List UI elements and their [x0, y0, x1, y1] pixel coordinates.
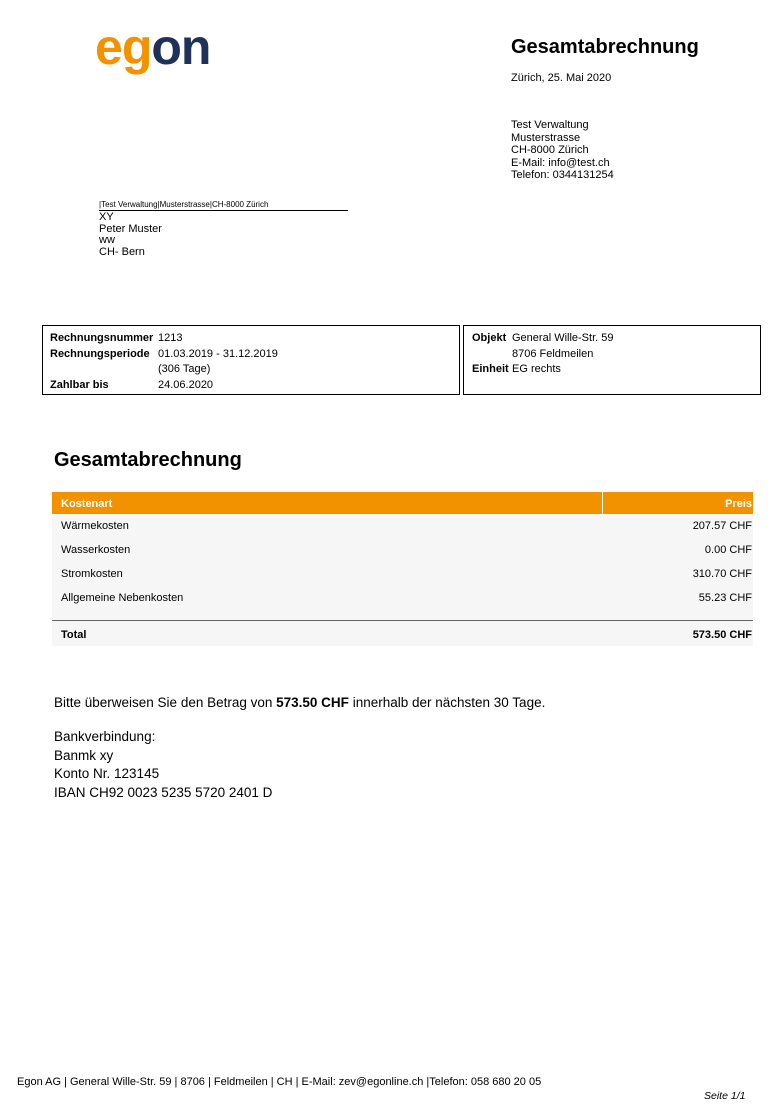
logo-part-on: on	[151, 19, 211, 75]
logo-part-g: g	[121, 19, 152, 75]
object-address-line1: General Wille-Str. 59	[512, 332, 614, 344]
cost-type-cell: Wärmekosten	[61, 520, 129, 532]
table-row	[52, 586, 753, 610]
recipient-line: XY	[99, 211, 114, 223]
column-header-price: Preis	[725, 498, 752, 510]
section-title: Gesamtabrechnung	[54, 449, 242, 471]
total-label: Total	[61, 629, 87, 641]
due-date-value: 24.06.2020	[158, 379, 214, 391]
unit-value: EG rechts	[512, 363, 561, 375]
table-header	[52, 492, 753, 514]
column-divider	[602, 492, 603, 514]
return-address-line: |Test Verwaltung|Musterstrasse|CH-8000 Zürich	[99, 200, 348, 211]
egon-logo	[95, 19, 211, 75]
sender-line: E-Mail: info@test.ch	[511, 156, 610, 169]
object-address-line2: 8706 Feldmeilen	[512, 348, 594, 360]
invoice-period-days: (306 Tage)	[158, 363, 211, 375]
sender-line: Musterstrasse	[511, 131, 581, 144]
payment-text-after: innerhalb der nächsten 30 Tage.	[348, 695, 546, 710]
payment-text-before: Bitte überweisen Sie den Betrag von	[54, 695, 277, 710]
sender-line: Test Verwaltung	[511, 119, 589, 131]
bank-details	[54, 728, 272, 802]
price-cell: 0.00 CHF	[704, 544, 752, 556]
cost-type-cell: Allgemeine Nebenkosten	[61, 592, 184, 604]
price-cell: 310.70 CHF	[692, 568, 752, 580]
total-value: 573.50 CHF	[692, 629, 752, 641]
column-header-cost-type: Kostenart	[61, 498, 113, 510]
payment-amount: 573.50 CHF	[276, 695, 349, 710]
invoice-period-value: 01.03.2019 - 31.12.2019	[158, 348, 278, 360]
table-row	[52, 538, 753, 562]
date-line: Zürich, 25. Mai 2020	[511, 72, 612, 84]
invoice-info-box	[42, 325, 460, 395]
invoice-period-label: Rechnungsperiode	[50, 348, 150, 360]
recipient-address	[99, 212, 162, 258]
bank-account: Konto Nr. 123145	[54, 766, 160, 781]
recipient-line: CH- Bern	[99, 245, 145, 258]
object-label: Objekt	[472, 332, 507, 344]
sender-line: CH-8000 Zürich	[511, 144, 589, 156]
sender-line: Telefon: 0344131254	[511, 169, 614, 181]
bank-heading: Bankverbindung:	[54, 729, 156, 744]
bank-name: Banmk xy	[54, 747, 114, 763]
invoice-number-value: 1213	[158, 332, 183, 344]
total-row	[52, 620, 753, 646]
cost-type-cell: Stromkosten	[61, 568, 123, 580]
cost-type-cell: Wasserkosten	[61, 544, 131, 556]
table-row	[52, 562, 753, 586]
invoice-number-label: Rechnungsnummer	[50, 332, 154, 344]
table-row	[52, 514, 753, 538]
footer-company-info: Egon AG | General Wille-Str. 59 | 8706 | Feldmeilen | CH | E-Mail: zev@egonline.ch |Telefon: 058 680 20 05	[17, 1076, 542, 1088]
recipient-line: Peter Muster	[99, 222, 162, 235]
bank-iban: IBAN CH92 0023 5235 5720 2401 D	[54, 784, 273, 800]
document-title: Gesamtabrechnung	[511, 36, 699, 58]
logo-part-e: e	[95, 19, 122, 75]
page-number: Seite 1/1	[704, 1090, 746, 1102]
due-date-label: Zahlbar bis	[50, 379, 109, 391]
payment-instruction	[54, 695, 545, 710]
cost-table	[52, 492, 753, 646]
price-cell: 55.23 CHF	[698, 592, 752, 604]
object-info-box	[463, 325, 761, 395]
unit-label: Einheit	[472, 363, 509, 375]
price-cell: 207.57 CHF	[692, 520, 752, 532]
recipient-line: ww	[99, 234, 115, 246]
table-spacer	[52, 610, 753, 620]
sender-address	[511, 119, 614, 182]
